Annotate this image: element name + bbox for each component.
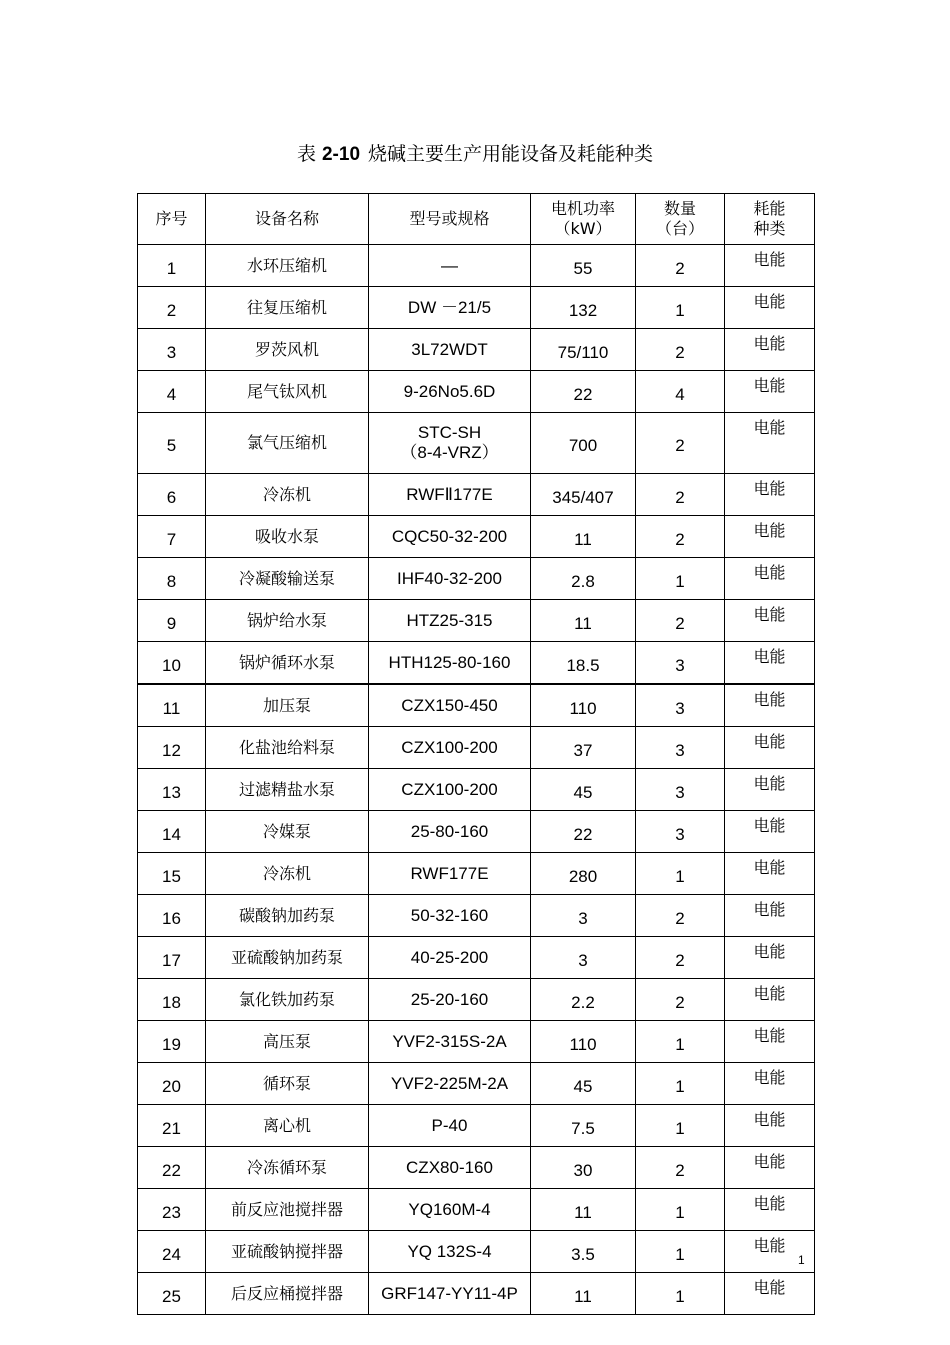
cell-index-text: 8: [166, 571, 177, 591]
cell-power: [531, 1021, 636, 1063]
cell-qty: [636, 811, 725, 853]
cell-qty-text: 3: [675, 782, 685, 802]
cell-qty: [636, 245, 725, 287]
cell-qty-text: 3: [675, 824, 685, 844]
cell-qty-text: 2: [675, 613, 685, 633]
cell-qty: [636, 1063, 725, 1105]
cell-qty: [636, 1231, 725, 1273]
cell-qty: [636, 413, 725, 474]
cell-qty: [636, 516, 725, 558]
cell-model: CZX80-160: [369, 1147, 531, 1189]
cell-power-text: 110: [569, 1034, 597, 1054]
cell-qty-text: 4: [675, 384, 685, 404]
cell-index-text: 4: [166, 384, 177, 404]
table-row: [138, 727, 815, 769]
cell-qty: [636, 287, 725, 329]
cell-power-text: 45: [573, 782, 593, 802]
equipment-table: [137, 193, 815, 1315]
cell-power-text: 30: [573, 1160, 593, 1180]
cell-name: 过滤精盐水泵: [206, 769, 369, 811]
cell-power: [531, 811, 636, 853]
cell-name: 亚硫酸钠加药泵: [206, 937, 369, 979]
table-row: [138, 1021, 815, 1063]
cell-name: 冷冻机: [206, 474, 369, 516]
cell-name: 循环泵: [206, 1063, 369, 1105]
cell-index-text: 24: [162, 1244, 181, 1264]
cell-index-text: 18: [162, 992, 181, 1012]
table-row: [138, 853, 815, 895]
cell-power: [531, 1105, 636, 1147]
cell-index: [138, 287, 206, 329]
cell-model: CZX100-200: [369, 769, 531, 811]
cell-index-text: 11: [162, 698, 181, 718]
cell-model: CZX150-450: [369, 684, 531, 727]
cell-model: [369, 413, 531, 474]
cell-name: 后反应桶搅拌器: [206, 1273, 369, 1315]
cell-power-text: 11: [574, 613, 592, 633]
cell-model: RWF177E: [369, 853, 531, 895]
cell-model: 3L72WDT: [369, 329, 531, 371]
header-power-line1: 电机功率: [550, 199, 615, 218]
table-row: [138, 1063, 815, 1105]
cell-qty-text: 1: [675, 1244, 685, 1264]
cell-name: 碳酸钠加药泵: [206, 895, 369, 937]
cell-power: [531, 1147, 636, 1189]
cell-power-text: 18.5: [566, 655, 600, 675]
cell-energy: 电能: [725, 1189, 815, 1231]
cell-qty: [636, 474, 725, 516]
cell-power-text: 37: [573, 740, 593, 760]
cell-qty: [636, 371, 725, 413]
cell-name: 氯气压缩机: [206, 413, 369, 474]
cell-index: [138, 811, 206, 853]
cell-energy: 电能: [725, 937, 815, 979]
cell-power: [531, 516, 636, 558]
cell-qty: [636, 1105, 725, 1147]
table-row: [138, 516, 815, 558]
cell-power-text: 75/110: [557, 342, 609, 362]
cell-index: [138, 474, 206, 516]
cell-power: [531, 642, 636, 685]
cell-index: [138, 1105, 206, 1147]
cell-qty: [636, 642, 725, 685]
cell-index: [138, 1189, 206, 1231]
cell-energy: 电能: [725, 642, 815, 685]
cell-index-text: 9: [166, 613, 177, 633]
cell-power-text: 3.5: [571, 1244, 595, 1264]
table-row: [138, 558, 815, 600]
cell-model: IHF40-32-200: [369, 558, 531, 600]
cell-energy: 电能: [725, 895, 815, 937]
table-row: [138, 245, 815, 287]
cell-index-text: 10: [162, 655, 181, 675]
table-row: [138, 413, 815, 474]
cell-index-text: 20: [162, 1076, 181, 1096]
cell-energy: 电能: [725, 727, 815, 769]
cell-index: [138, 979, 206, 1021]
cell-index-text: 21: [162, 1118, 181, 1138]
cell-qty-text: 3: [675, 698, 685, 718]
cell-energy: 电能: [725, 684, 815, 727]
cell-power-text: 2.2: [571, 992, 595, 1012]
cell-energy: 电能: [725, 329, 815, 371]
cell-power: [531, 1273, 636, 1315]
cell-model: HTH125-80-160: [369, 642, 531, 685]
cell-power-text: 11: [574, 529, 592, 549]
cell-index-text: 2: [166, 300, 177, 320]
table-title-number: 2-10: [321, 144, 361, 165]
cell-model: HTZ25-315: [369, 600, 531, 642]
cell-index-text: 6: [166, 487, 177, 507]
cell-energy: 电能: [725, 245, 815, 287]
header-energy-line1: 耗能: [753, 199, 786, 218]
header-qty: [636, 194, 725, 245]
table-row: [138, 1147, 815, 1189]
cell-qty: [636, 558, 725, 600]
cell-index-text: 25: [162, 1286, 181, 1306]
cell-name: 冷凝酸输送泵: [206, 558, 369, 600]
table-title: [0, 142, 950, 167]
cell-qty-text: 1: [675, 571, 685, 591]
cell-name: 吸收水泵: [206, 516, 369, 558]
table-row: [138, 371, 815, 413]
cell-qty-text: 1: [675, 1202, 685, 1222]
cell-index: [138, 245, 206, 287]
cell-energy: 电能: [725, 769, 815, 811]
cell-index: [138, 727, 206, 769]
cell-power-text: 7.5: [571, 1118, 595, 1138]
cell-model: P-40: [369, 1105, 531, 1147]
cell-qty-text: 2: [675, 908, 685, 928]
cell-name: 冷媒泵: [206, 811, 369, 853]
page-number: 1: [798, 1253, 805, 1267]
cell-index: [138, 1021, 206, 1063]
cell-index: [138, 1231, 206, 1273]
cell-name: 化盐池给料泵: [206, 727, 369, 769]
cell-index: [138, 371, 206, 413]
cell-index-text: 22: [162, 1160, 181, 1180]
cell-power: [531, 727, 636, 769]
cell-model: CQC50-32-200: [369, 516, 531, 558]
cell-power-text: 280: [568, 866, 598, 886]
cell-model: 25-80-160: [369, 811, 531, 853]
cell-power: [531, 558, 636, 600]
cell-qty: [636, 600, 725, 642]
cell-qty-text: 1: [675, 1034, 685, 1054]
cell-power-text: 45: [573, 1076, 593, 1096]
cell-index-text: 15: [162, 866, 181, 886]
cell-qty-text: 2: [675, 1160, 685, 1180]
table-row: [138, 474, 815, 516]
cell-qty-text: 1: [675, 1118, 685, 1138]
cell-model: 25-20-160: [369, 979, 531, 1021]
cell-power-text: 3: [578, 950, 588, 970]
cell-qty: [636, 979, 725, 1021]
cell-power-text: 2.8: [571, 571, 595, 591]
cell-index-text: 16: [162, 908, 181, 928]
cell-index: [138, 558, 206, 600]
cell-power-text: 345/407: [552, 487, 614, 507]
cell-energy: 电能: [725, 1231, 815, 1273]
cell-power: [531, 853, 636, 895]
cell-qty: [636, 853, 725, 895]
cell-model: YQ 132S-4: [369, 1231, 531, 1273]
cell-energy: 电能: [725, 558, 815, 600]
cell-qty-text: 3: [675, 655, 685, 675]
cell-name: 罗茨风机: [206, 329, 369, 371]
cell-name: 锅炉给水泵: [206, 600, 369, 642]
cell-energy: 电能: [725, 1147, 815, 1189]
cell-model: YQ160M-4: [369, 1189, 531, 1231]
cell-energy: 电能: [725, 1021, 815, 1063]
cell-name: 离心机: [206, 1105, 369, 1147]
cell-name: 冷冻循环泵: [206, 1147, 369, 1189]
table-row: [138, 937, 815, 979]
cell-energy: 电能: [725, 853, 815, 895]
cell-index-text: 14: [162, 824, 181, 844]
header-power: [531, 194, 636, 245]
cell-qty: [636, 1189, 725, 1231]
cell-name: 水环压缩机: [206, 245, 369, 287]
cell-index: [138, 642, 206, 685]
table-row: [138, 329, 815, 371]
cell-index: [138, 684, 206, 727]
cell-qty-text: 2: [675, 342, 685, 362]
cell-model-line1: STC-SH: [417, 423, 482, 442]
cell-index: [138, 769, 206, 811]
cell-power: [531, 769, 636, 811]
cell-qty-text: 3: [675, 740, 685, 760]
cell-power: [531, 474, 636, 516]
header-qty-line1: 数量: [663, 199, 696, 218]
cell-name: 高压泵: [206, 1021, 369, 1063]
table-row: [138, 1189, 815, 1231]
cell-power-text: 3: [578, 908, 588, 928]
cell-energy: 电能: [725, 1063, 815, 1105]
cell-index: [138, 1063, 206, 1105]
cell-index: [138, 600, 206, 642]
table-row: [138, 1273, 815, 1315]
cell-qty-text: 1: [675, 300, 685, 320]
cell-power: [531, 600, 636, 642]
cell-index-text: 23: [162, 1202, 181, 1222]
header-qty-line2: （台）: [655, 219, 704, 238]
cell-power-text: 55: [573, 258, 593, 278]
cell-qty-text: 1: [675, 866, 685, 886]
table-row: [138, 895, 815, 937]
table-row: [138, 811, 815, 853]
cell-power: [531, 1063, 636, 1105]
cell-qty: [636, 1273, 725, 1315]
header-energy: [725, 194, 815, 245]
cell-energy: 电能: [725, 287, 815, 329]
cell-name: 氯化铁加药泵: [206, 979, 369, 1021]
cell-energy: 电能: [725, 979, 815, 1021]
cell-index-text: 1: [166, 258, 177, 278]
cell-qty: [636, 895, 725, 937]
cell-qty: [636, 769, 725, 811]
cell-name: 往复压缩机: [206, 287, 369, 329]
cell-model: YVF2-315S-2A: [369, 1021, 531, 1063]
cell-power: [531, 329, 636, 371]
cell-energy: 电能: [725, 516, 815, 558]
header-energy-line2: 种类: [753, 219, 786, 238]
header-name: 设备名称: [206, 194, 369, 245]
cell-power: [531, 1189, 636, 1231]
cell-model: YVF2-225M-2A: [369, 1063, 531, 1105]
cell-power-text: 132: [568, 300, 598, 320]
table-row: [138, 287, 815, 329]
cell-model: CZX100-200: [369, 727, 531, 769]
cell-power: [531, 413, 636, 474]
cell-qty: [636, 937, 725, 979]
cell-qty-text: 2: [675, 950, 685, 970]
cell-qty-text: 2: [675, 436, 685, 455]
cell-index-text: 12: [162, 740, 181, 760]
cell-index: [138, 895, 206, 937]
cell-index: [138, 1273, 206, 1315]
cell-qty: [636, 329, 725, 371]
cell-model: 40-25-200: [369, 937, 531, 979]
cell-power-text: 700: [568, 436, 598, 455]
cell-model: DW －21/5: [369, 287, 531, 329]
cell-index: [138, 413, 206, 474]
cell-power-text: 110: [569, 698, 597, 718]
cell-name: 尾气钛风机: [206, 371, 369, 413]
cell-power-text: 11: [574, 1202, 592, 1222]
cell-qty-text: 1: [675, 1286, 685, 1306]
cell-model: 9-26No5.6D: [369, 371, 531, 413]
cell-power: [531, 684, 636, 727]
cell-index: [138, 937, 206, 979]
cell-model: 50-32-160: [369, 895, 531, 937]
cell-power: [531, 245, 636, 287]
cell-qty: [636, 727, 725, 769]
cell-energy: 电能: [725, 474, 815, 516]
cell-power: [531, 371, 636, 413]
table-title-text: 烧碱主要生产用能设备及耗能种类: [368, 143, 654, 165]
cell-power: [531, 287, 636, 329]
cell-power: [531, 937, 636, 979]
cell-model: —: [369, 245, 531, 287]
cell-energy: 电能: [725, 1273, 815, 1315]
cell-power-text: 11: [574, 1286, 592, 1306]
cell-qty-text: 2: [675, 258, 685, 278]
header-index: 序号: [138, 194, 206, 245]
table-row: [138, 1231, 815, 1273]
cell-energy: 电能: [725, 1105, 815, 1147]
header-power-line2: （kW）: [554, 219, 612, 238]
cell-index-text: 19: [162, 1034, 181, 1054]
table-row: [138, 600, 815, 642]
cell-power-text: 22: [573, 384, 593, 404]
cell-power: [531, 895, 636, 937]
cell-index-text: 5: [166, 436, 177, 455]
cell-energy: 电能: [725, 371, 815, 413]
table-row: [138, 642, 815, 685]
cell-qty: [636, 1021, 725, 1063]
cell-index-text: 17: [162, 950, 181, 970]
cell-power: [531, 1231, 636, 1273]
table-row: [138, 684, 815, 727]
table-title-prefix: 表: [296, 143, 316, 165]
cell-qty-text: 1: [675, 1076, 685, 1096]
cell-qty-text: 2: [675, 529, 685, 549]
table-row: [138, 1105, 815, 1147]
table-header-row: [138, 194, 815, 245]
header-model: 型号或规格: [369, 194, 531, 245]
table-row: [138, 769, 815, 811]
cell-qty-text: 2: [675, 992, 685, 1012]
table-row: [138, 979, 815, 1021]
cell-index-text: 7: [166, 529, 177, 549]
cell-index: [138, 853, 206, 895]
cell-energy: 电能: [725, 413, 815, 474]
cell-index-text: 13: [162, 782, 181, 802]
cell-name: 锅炉循环水泵: [206, 642, 369, 685]
cell-model: RWFⅡ177E: [369, 474, 531, 516]
cell-power-text: 22: [573, 824, 593, 844]
cell-index-text: 3: [166, 342, 177, 362]
cell-qty-text: 2: [675, 487, 685, 507]
cell-index: [138, 329, 206, 371]
cell-name: 冷冻机: [206, 853, 369, 895]
cell-name: 前反应池搅拌器: [206, 1189, 369, 1231]
cell-name: 亚硫酸钠搅拌器: [206, 1231, 369, 1273]
cell-index: [138, 516, 206, 558]
cell-name: 加压泵: [206, 684, 369, 727]
cell-qty: [636, 684, 725, 727]
cell-energy: 电能: [725, 811, 815, 853]
cell-model: GRF147-YY11-4P: [369, 1273, 531, 1315]
cell-qty: [636, 1147, 725, 1189]
cell-index: [138, 1147, 206, 1189]
cell-power: [531, 979, 636, 1021]
cell-model-line2: （8-4-VRZ）: [400, 443, 499, 462]
cell-energy: 电能: [725, 600, 815, 642]
